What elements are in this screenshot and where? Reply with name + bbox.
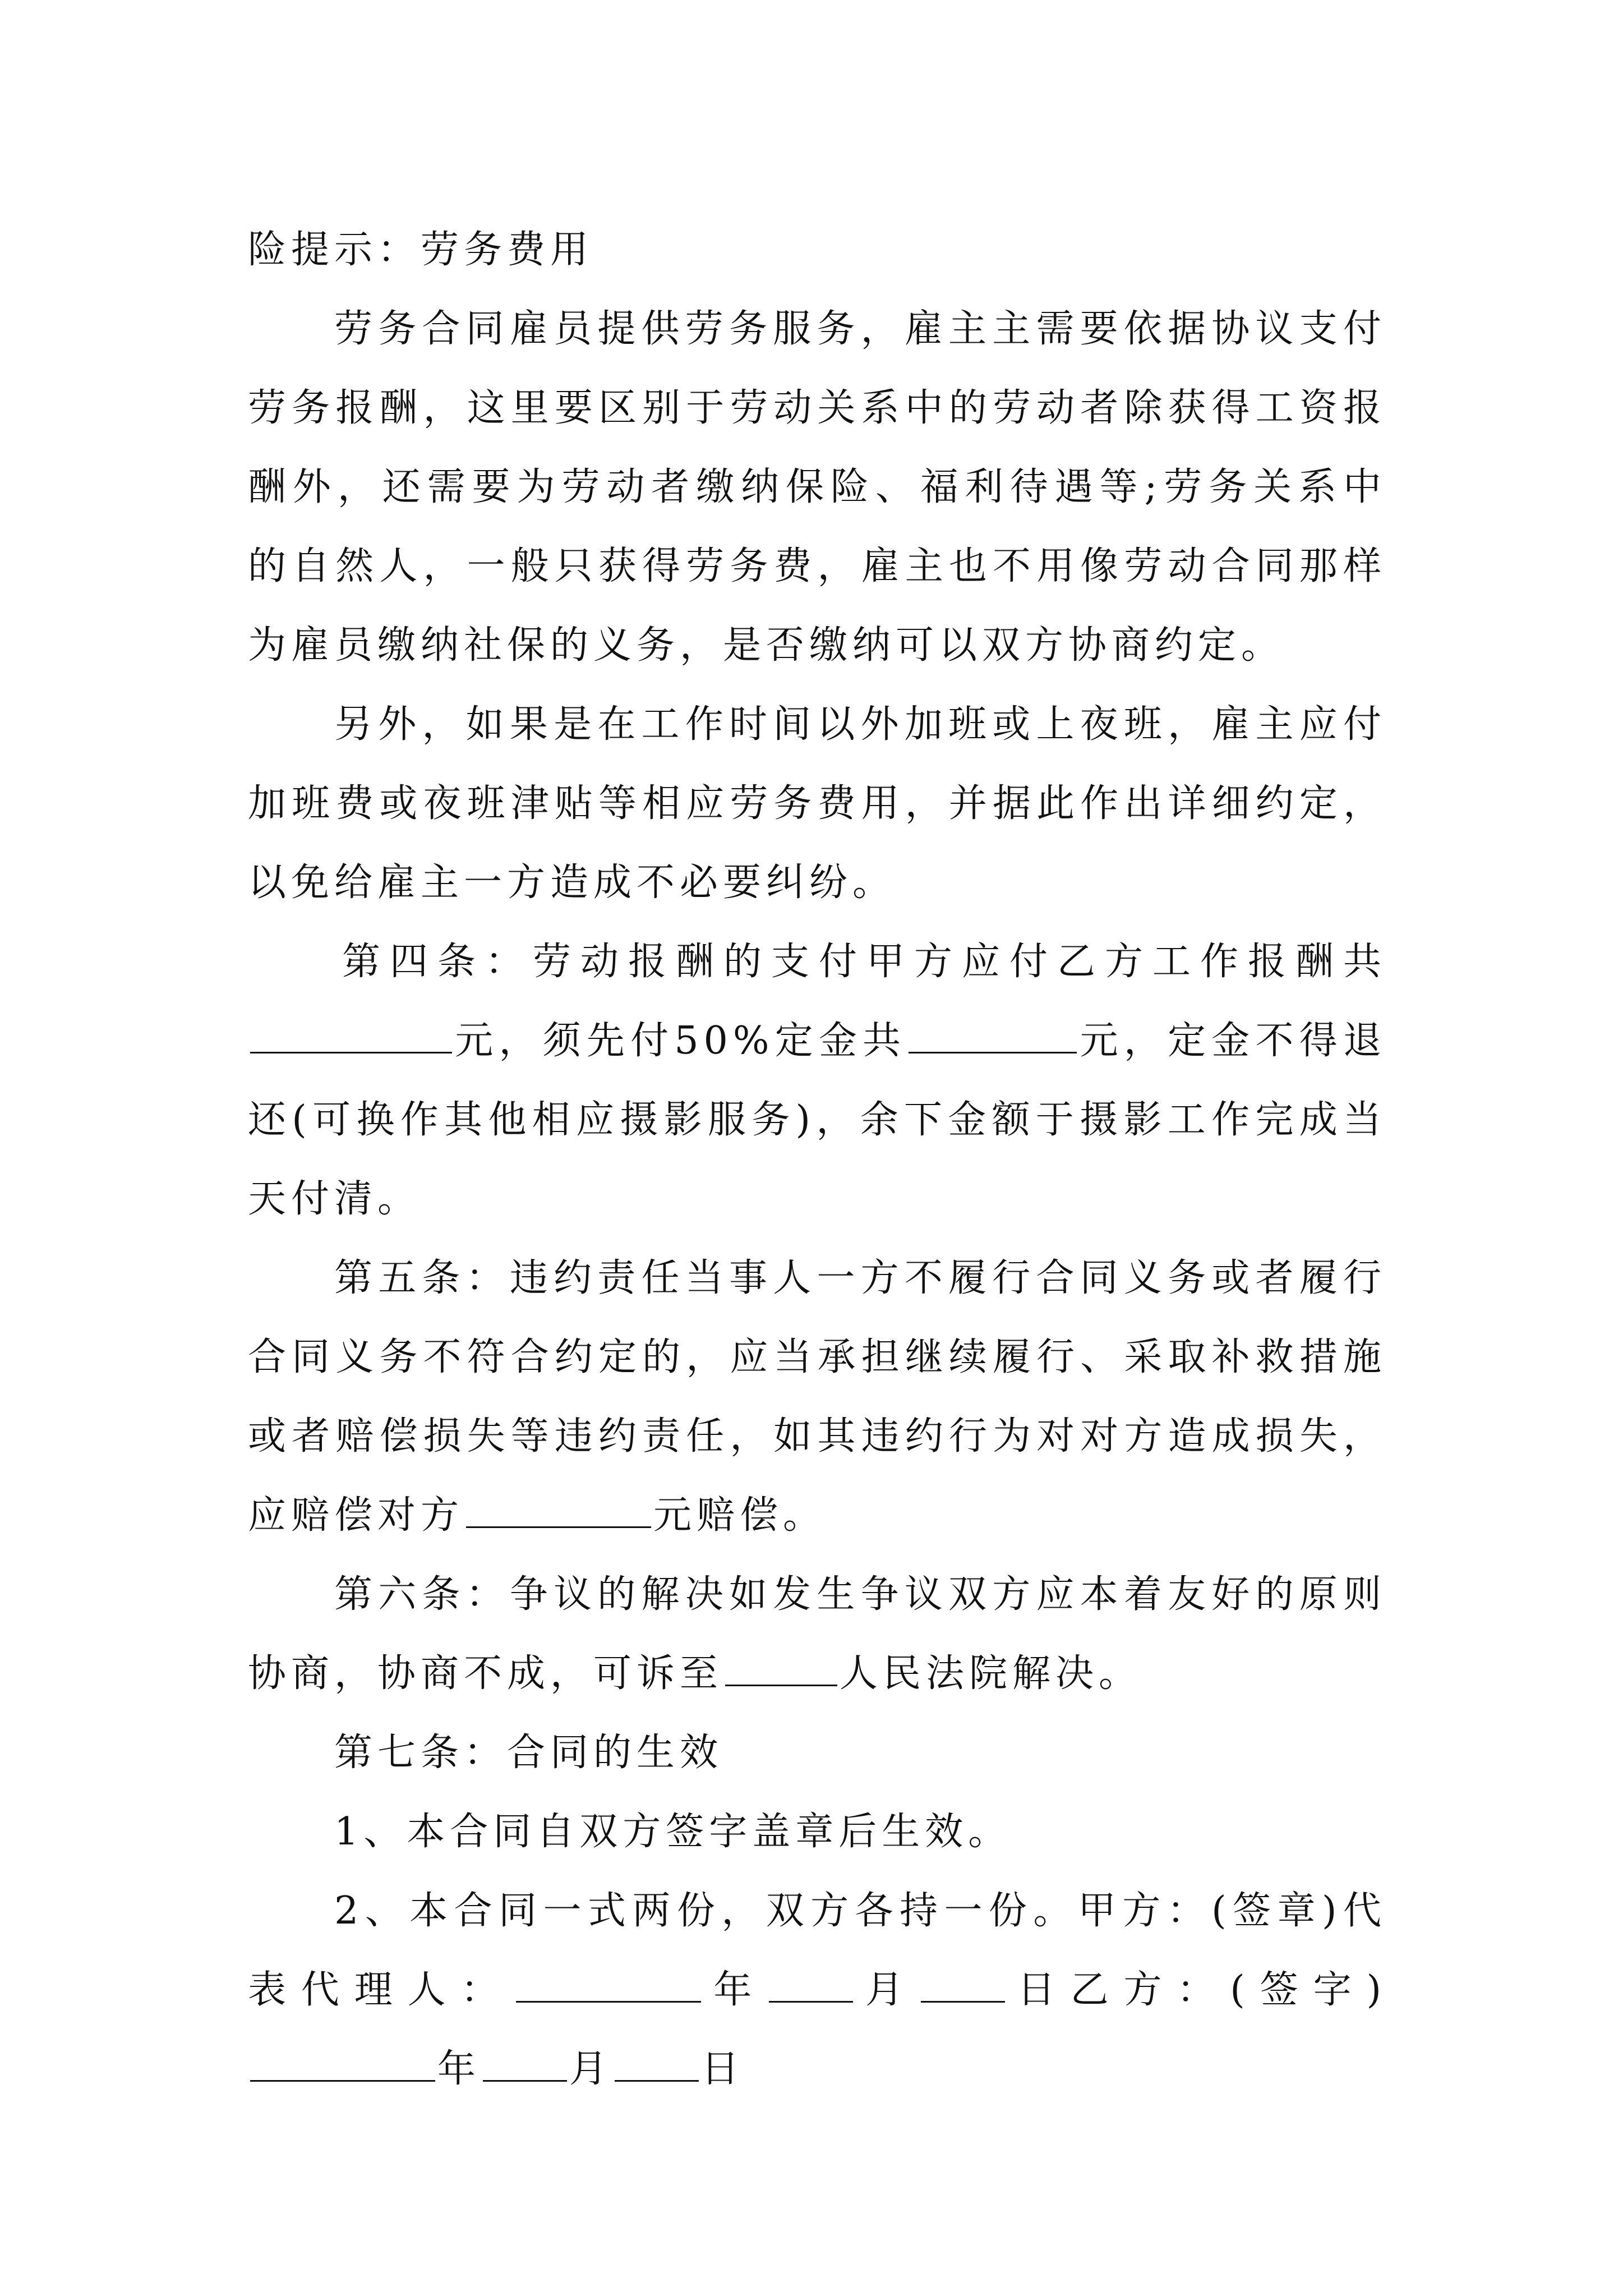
paragraph-overtime: [248, 685, 1386, 922]
article-4-text-b: 元，须先付50%定金共: [454, 1019, 907, 1063]
party-b-year-label: 年: [437, 2047, 481, 2091]
blank-party-a-signature: [516, 1967, 701, 2003]
blank-party-a-month: [769, 1967, 853, 2003]
blank-compensation-amount: [466, 1493, 651, 1528]
blank-party-b-day: [615, 2046, 699, 2082]
article-4-text-c: 元，定金不得退还(可换作其他相应摄影服务)，余下金额于摄影工作完成当天付清。: [248, 1019, 1386, 1221]
article-5-text-a: 第五条：违约责任当事人一方不履行合同义务或者履行合同义务不符合约定的，应当承担继续履行、采取补救措施或者赔偿损失等违约责任，如其违约行为对对方造成损失，应赔偿对方: [248, 1256, 1386, 1538]
service-fee-text: 劳务合同雇员提供劳务服务，雇主主需要依据协议支付劳务报酬，这里要区别于劳动关系中的劳动者除获得工资报酬外，还需要为劳动者缴纳保险、福利待遇等;劳务关系中的自然人，一般只获得劳务费，雇主也不用像劳动合同那样为雇员缴纳社保的义务，是否缴纳可以双方协商约定。: [248, 307, 1386, 668]
article-4-text-a: 第四条：劳动报酬的支付甲方应付乙方工作报酬共: [342, 940, 1386, 984]
blank-party-b-signature: [250, 2046, 435, 2082]
blank-court-name: [725, 1651, 837, 1686]
risk-heading-text: 险提示：劳务费用: [248, 228, 594, 272]
paragraph-article-7: [248, 1713, 1386, 1792]
paragraph-article-5: [248, 1239, 1386, 1555]
blank-party-a-day: [921, 1967, 1005, 2003]
item-1-text: 1、本合同自双方签字盖章后生效。: [334, 1810, 1012, 1854]
paragraph-risk-heading: [248, 210, 1386, 289]
document-body: [248, 210, 1386, 2109]
blank-party-b-month: [483, 2046, 567, 2082]
article-5-text-b: 元赔偿。: [653, 1493, 827, 1538]
party-b-month-label: 月: [569, 2047, 613, 2091]
paragraph-item-2-signatures: [248, 1871, 1386, 2109]
blank-deposit-amount: [909, 1018, 1077, 1053]
paragraph-article-4: [248, 922, 1386, 1239]
article-6-text-b: 人民法院解决。: [840, 1651, 1142, 1696]
paragraph-service-fee: [248, 289, 1386, 685]
party-a-month-label: 月: [855, 1968, 919, 2012]
party-b-label: 日乙方：(签字): [1007, 1968, 1386, 2012]
article-7-heading: 第七条：合同的生效: [334, 1731, 723, 1775]
paragraph-article-6: [248, 1555, 1386, 1713]
article-6-text-a: 第六条：争议的解决如发生争议双方应本着友好的原则协商，协商不成，可诉至: [248, 1572, 1386, 1696]
party-a-year-label: 年: [703, 1968, 767, 2012]
party-b-day-label: 日: [701, 2047, 745, 2091]
blank-remuneration-amount: [250, 1018, 452, 1053]
paragraph-item-1: [248, 1792, 1386, 1871]
item-2-text-a: 2、本合同一式两份，双方各持一份。甲方：(签章)代表代理人：: [248, 1889, 1386, 2012]
overtime-text: 另外，如果是在工作时间以外加班或上夜班，雇主应付加班费或夜班津贴等相应劳务费用，并据此作出详细约定，以免给雇主一方造成不必要纠纷。: [248, 702, 1386, 905]
